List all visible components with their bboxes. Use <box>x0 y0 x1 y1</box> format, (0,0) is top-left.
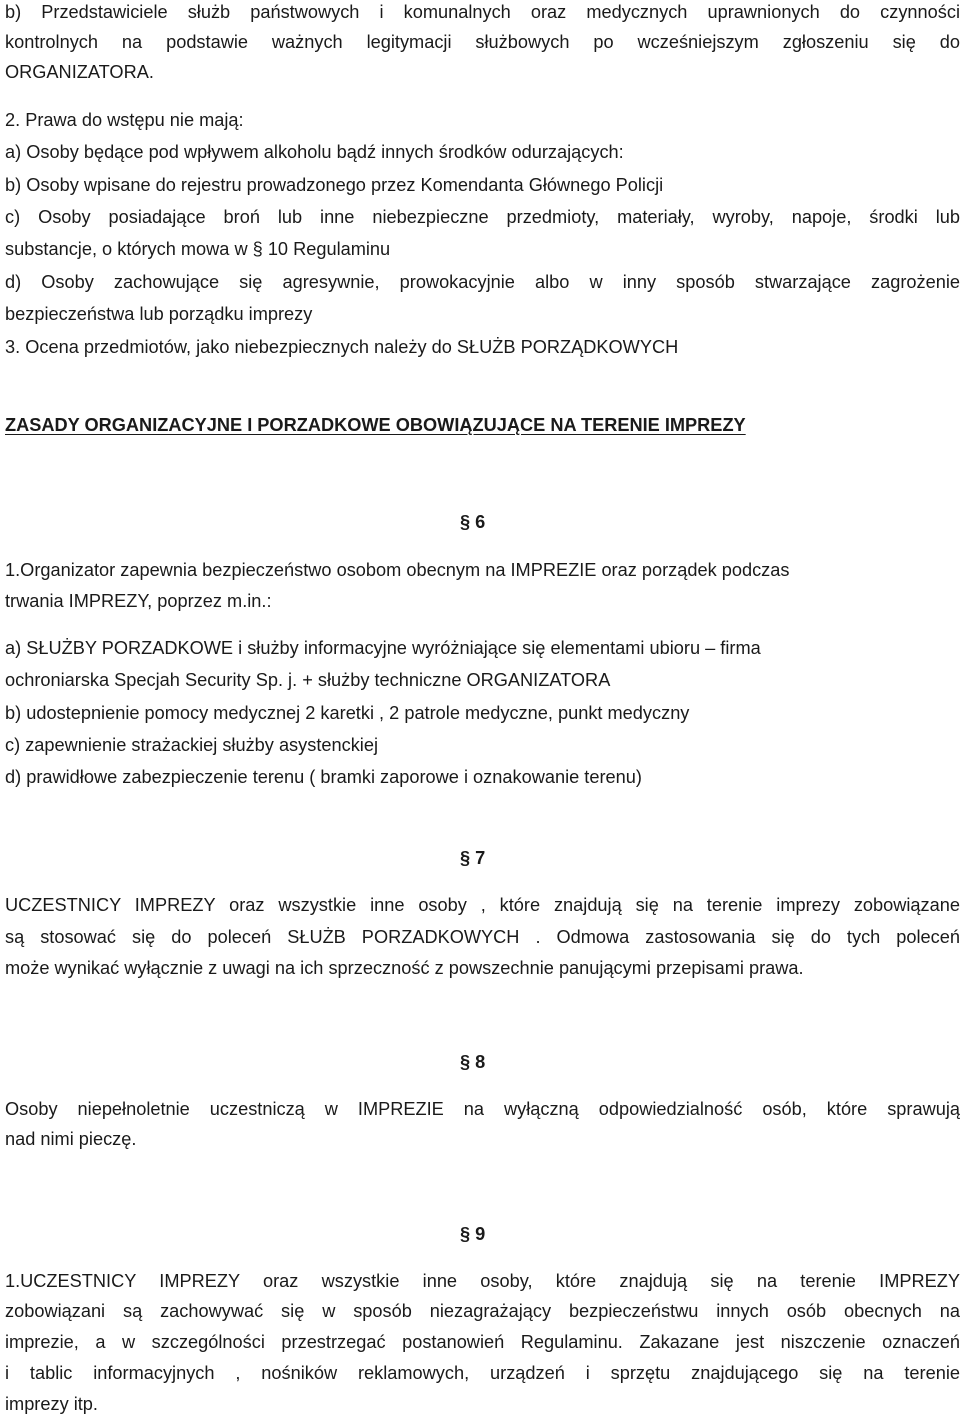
text-line: c) Osoby posiadające broń lub inne niebezpieczne przedmioty, materiały, wyroby, napoje, środki lub <box>5 207 960 227</box>
text-line: UCZESTNICY IMPREZY oraz wszystkie inne osoby , które znajdują się na terenie imprezy zobowiązane <box>5 895 960 915</box>
text-line: a) SŁUŻBY PORZADKOWE i służby informacyjne wyróżniające się elementami ubioru – firma <box>5 638 761 658</box>
text-line: b) Przedstawiciele służb państwowych i komunalnych oraz medycznych uprawnionych do czynności <box>5 2 960 22</box>
text-line: 3. Ocena przedmiotów, jako niebezpiecznych należy do SŁUŻB PORZĄDKOWYCH <box>5 337 679 357</box>
text-line: Osoby niepełnoletnie uczestniczą w IMPREZIE na wyłączną odpowiedzialność osób, które sprawują <box>5 1099 960 1119</box>
text-line: ORGANIZATORA. <box>5 62 154 82</box>
text-line: 1.Organizator zapewnia bezpieczeństwo osobom obecnym na IMPREZIE oraz porządek podczas <box>5 560 790 580</box>
text-line: trwania IMPREZY, poprzez m.in.: <box>5 591 272 611</box>
text-line: d) Osoby zachowujące się agresywnie, prowokacyjnie albo w inny sposób stwarzające zagrożenie <box>5 272 960 292</box>
text-line: zobowiązani są zachowywać się w sposób niezagrażający bezpieczeństwu innych osób obecnych na <box>5 1301 960 1321</box>
text-line: c) zapewnienie strażackiej służby asystenckiej <box>5 735 379 755</box>
section-heading: ZASADY ORGANIZACYJNE I PORZADKOWE OBOWIĄZUJĄCE NA TERENIE IMPREZY <box>5 415 746 435</box>
paragraph-number: § 9 <box>460 1224 486 1244</box>
text-line: może wynikać wyłącznie z uwagi na ich sprzeczność z powszechnie panującymi przepisami prawa. <box>5 958 804 978</box>
text-line: są stosować się do poleceń SŁUŻB PORZADKOWYCH . Odmowa zastosowania się do tych poleceń <box>5 927 960 947</box>
text-line: i tablic informacyjnych , nośników reklamowych, urządzeń i sprzętu znajdującego się na terenie <box>5 1363 960 1383</box>
text-line: b) udostepnienie pomocy medycznej 2 karetki , 2 patrole medyczne, punkt medyczny <box>5 703 690 723</box>
text-line: nad nimi pieczę. <box>5 1129 137 1149</box>
text-line: imprezy itp. <box>5 1394 98 1414</box>
text-line: imprezie, a w szczególności przestrzegać postanowień Regulaminu. Zakazane jest niszczenie oznaczeń <box>5 1332 960 1352</box>
text-line: a) Osoby będące pod wpływem alkoholu bądź innych środków odurzających: <box>5 142 624 162</box>
text-line: 1.UCZESTNICY IMPREZY oraz wszystkie inne osoby, które znajdują się na terenie IMPREZY <box>5 1271 960 1291</box>
text-line: d) prawidłowe zabezpieczenie terenu ( bramki zaporowe i oznakowanie terenu) <box>5 767 642 787</box>
text-line: 2. Prawa do wstępu nie mają: <box>5 110 244 130</box>
text-line: b) Osoby wpisane do rejestru prowadzonego przez Komendanta Głównego Policji <box>5 175 664 195</box>
text-line: substancje, o których mowa w § 10 Regulaminu <box>5 239 391 259</box>
text-line: bezpieczeństwa lub porządku imprezy <box>5 304 313 324</box>
paragraph-number: § 6 <box>460 512 486 532</box>
paragraph-number: § 7 <box>460 848 486 868</box>
paragraph-number: § 8 <box>460 1052 486 1072</box>
text-line: ochroniarska Specjah Security Sp. j. + służby techniczne ORGANIZATORA <box>5 670 611 690</box>
text-line: kontrolnych na podstawie ważnych legitymacji służbowych po wcześniejszym zgłoszeniu się do <box>5 32 960 52</box>
